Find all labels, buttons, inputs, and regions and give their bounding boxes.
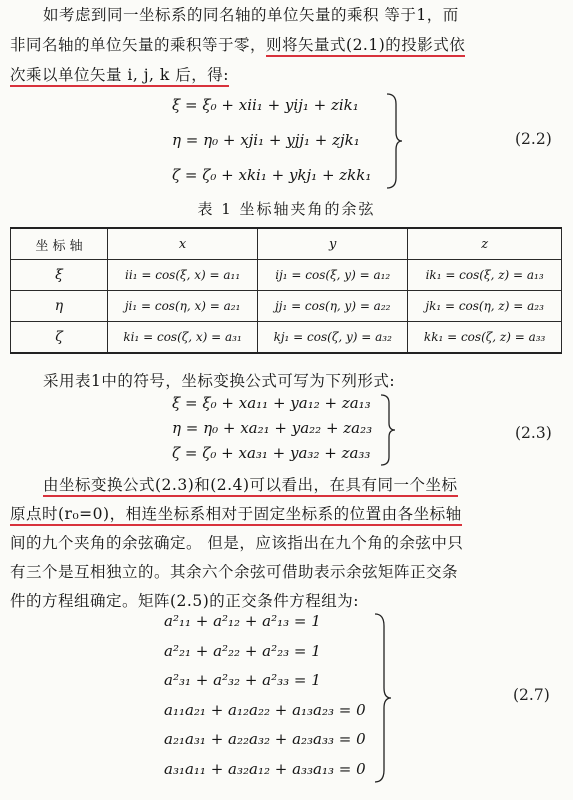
paragraph-3-line-1 <box>10 470 565 499</box>
paragraph-3-line-2-marked: 原点时(r₀=0)，相连坐标系相对于固定坐标系的位置由各坐标轴 <box>10 505 462 526</box>
equation-line: ζ = ζ₀ + xa₃₁ + ya₃₂ + za₃₃ <box>172 444 371 462</box>
table-header-row <box>11 228 562 260</box>
table-caption: 表 1 坐标轴夹角的余弦 <box>197 200 376 218</box>
paragraph-3-line-2 <box>10 499 565 528</box>
table-cell: jk₁ = cos(η, z) = a₂₃ <box>408 291 562 322</box>
table-header-cell: z <box>408 228 562 260</box>
table-cell: kj₁ = cos(ζ, y) = a₃₂ <box>258 322 408 354</box>
right-brace-icon <box>378 393 398 467</box>
equation-block-2-3 <box>172 391 372 466</box>
equation-line: η = η₀ + xji₁ + yjj₁ + zjk₁ <box>172 131 360 149</box>
paragraph-1-line-1: 如考虑到同一坐标系的同名轴的单位矢量的乘积 等于1，而 <box>43 6 459 24</box>
table-cell: ξ <box>11 260 108 291</box>
equation-line: a²₃₁ + a²₃₂ + a²₃₃ = 1 <box>164 671 321 689</box>
paragraph-3-line-4: 有三个是互相独立的。其余六个余弦可借助表示余弦矩阵正交条 <box>10 563 459 581</box>
equation-line: a₃₁a₁₁ + a₃₂a₁₂ + a₃₃a₁₃ = 0 <box>164 759 366 778</box>
paragraph-1-line-2-marked: 则将矢量式(2.1)的投影式依 <box>266 36 465 57</box>
equation-line: a₂₁a₃₁ + a₂₂a₃₂ + a₂₃a₃₃ = 0 <box>164 730 366 748</box>
paragraph-3-line-3: 间的九个夹角的余弦确定。 但是，应该指出在九个角的余弦中只 <box>10 534 464 552</box>
equation-line: η = η₀ + xa₂₁ + ya₂₂ + za₂₃ <box>172 419 373 437</box>
paragraph-1-line-2 <box>10 30 565 60</box>
paragraph-3-line-5: 件的方程组确定。矩阵(2.5)的正交条件方程组为: <box>10 592 359 610</box>
table-row <box>11 322 562 354</box>
paragraph-3 <box>10 470 565 615</box>
table-cell: η <box>11 291 108 322</box>
paragraph-1-line-3-marked: 次乘以单位矢量 i, j, k 后，得: <box>10 66 229 87</box>
cosine-table <box>10 227 562 354</box>
table-cell: ik₁ = cos(ξ, z) = a₁₃ <box>408 260 562 291</box>
paragraph-2: 采用表1中的符号，坐标变换公式可写为下列形式: <box>43 372 396 390</box>
equation-number-2-7: (2.7) <box>513 686 550 704</box>
table-cell: ii₁ = cos(ξ, x) = a₁₁ <box>108 260 258 291</box>
table-cell: kk₁ = cos(ζ, z) = a₃₃ <box>408 322 562 354</box>
paragraph-1-line-3 <box>10 60 565 90</box>
equation-number-2-2: (2.2) <box>515 130 552 148</box>
equation-line: ξ = ξ₀ + xa₁₁ + ya₁₂ + za₁₃ <box>172 394 371 412</box>
table-cell: jj₁ = cos(η, y) = a₂₂ <box>258 291 408 322</box>
table-header-cell: y <box>258 228 408 260</box>
paragraph-3-line-1-marked: 由坐标变换公式(2.3)和(2.4)可以看出，在具有同一个坐标 <box>43 476 458 497</box>
table-cell: ij₁ = cos(ξ, y) = a₁₂ <box>258 260 408 291</box>
equation-number-2-3: (2.3) <box>515 424 552 442</box>
table-row <box>11 291 562 322</box>
paragraph-1 <box>10 0 565 90</box>
table-header-cell: 坐 标 轴 <box>11 228 108 260</box>
paragraph-1-line-2-plain: 非同名轴的单位矢量的乘积等于零， <box>10 36 267 54</box>
right-brace-icon <box>372 612 394 784</box>
table-cell: ji₁ = cos(η, x) = a₂₁ <box>108 291 258 322</box>
table-row <box>11 260 562 291</box>
table-cell: ζ <box>11 322 108 354</box>
right-brace-icon <box>384 92 404 190</box>
table-cell: ki₁ = cos(ζ, x) = a₃₁ <box>108 322 258 354</box>
equation-line: a²₁₁ + a²₁₂ + a²₁₃ = 1 <box>164 612 321 630</box>
equation-line: ξ = ξ₀ + xii₁ + yij₁ + zik₁ <box>172 96 359 114</box>
equation-line: ζ = ζ₀ + xki₁ + ykj₁ + zkk₁ <box>172 166 372 184</box>
equation-line: a²₂₁ + a²₂₂ + a²₂₃ = 1 <box>164 641 321 660</box>
table-header-cell: x <box>108 228 258 260</box>
equation-line: a₁₁a₂₁ + a₁₂a₂₂ + a₁₃a₂₃ = 0 <box>164 700 366 719</box>
equation-block-2-2 <box>172 88 371 193</box>
equation-block-2-7 <box>164 607 366 784</box>
